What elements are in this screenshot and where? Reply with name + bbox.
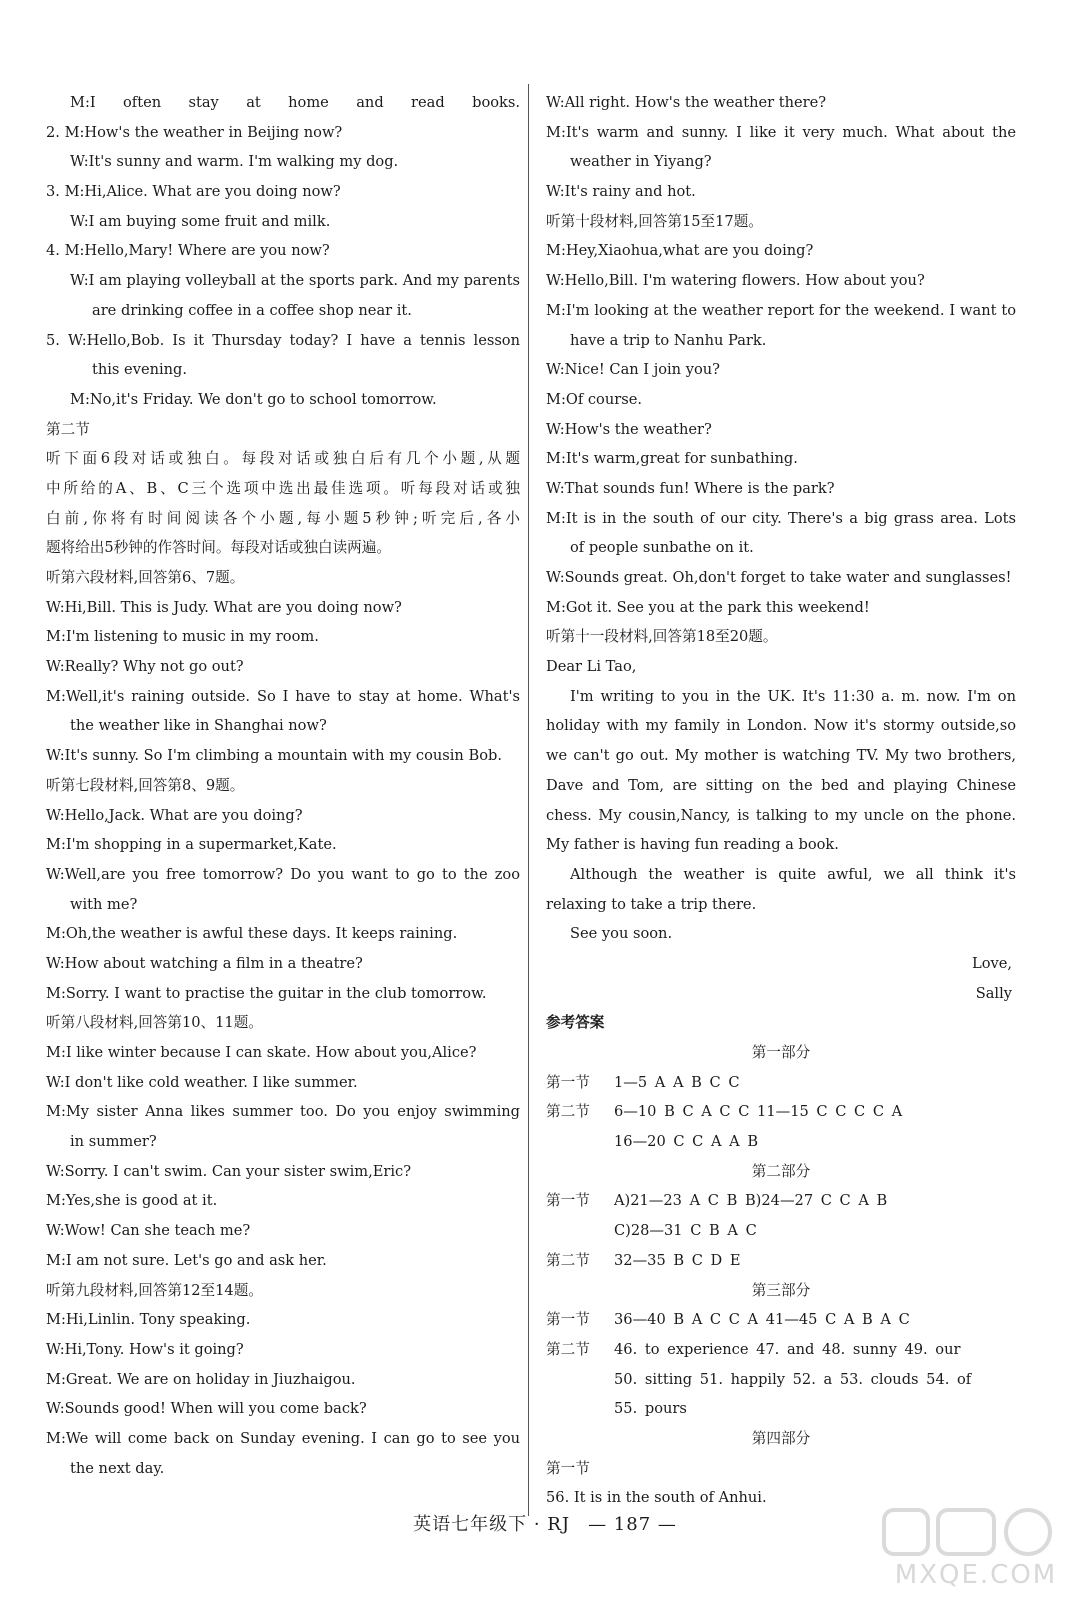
script-line: M:I'm listening to music in my room. [46, 628, 319, 646]
script-line: M:Of course. [546, 390, 642, 408]
answer-row [546, 1186, 1016, 1216]
script-line: W:That sounds fun! Where is the park? [546, 479, 835, 497]
script-line: are drinking coffee in a coffee shop near it. [92, 301, 412, 319]
script-line: W:All right. How's the weather there? [546, 94, 827, 111]
script-line: 听下面6段对话或独白。每段对话或独白后有几个小题,从题 [46, 450, 520, 468]
script-line: have a trip to Nanhu Park. [570, 331, 767, 349]
answer-section-label: 第一节 [546, 1073, 590, 1091]
script-line: W:It's sunny. So I'm climbing a mountain with my cousin Bob. [46, 747, 502, 765]
right-column [546, 88, 1016, 1513]
script-line: 听第八段材料,回答第10、11题。 [46, 1014, 263, 1032]
answer-part-heading: 第四部分 [751, 1429, 811, 1447]
script-line: W:Hi,Bill. This is Judy. What are you doing now? [46, 598, 402, 616]
script-line: 4. M:Hello,Mary! Where are you now? [46, 242, 330, 260]
script-line: M:Hey,Xiaohua,what are you doing? [546, 242, 814, 260]
answer-values: 16—20 C C A A B [614, 1133, 759, 1151]
answer-row [546, 1097, 1016, 1127]
book-title: 英语七年级下 · RJ [413, 1514, 571, 1535]
script-line: M:I like winter because I can skate. How about you,Alice? [46, 1044, 477, 1061]
script-line: weather in Yiyang? [570, 153, 712, 171]
script-line: we can't go out. My mother is watching TV. My two brothers, [546, 747, 1016, 765]
watermark-logo-icon [878, 1504, 1074, 1564]
answer-row [546, 1365, 1016, 1395]
script-line: M:Oh,the weather is awful these days. It keeps raining. [46, 925, 458, 943]
script-line: W:I don't like cold weather. I like summer. [46, 1073, 358, 1091]
answer-row [546, 1216, 1016, 1246]
script-line: relaxing to take a trip there. [546, 895, 757, 913]
script-line: M:No,it's Friday. We don't go to school tomorrow. [70, 390, 437, 408]
script-line: W:Nice! Can I join you? [546, 361, 720, 379]
script-line: See you soon. [570, 925, 673, 943]
answer-part-heading: 第二部分 [751, 1162, 811, 1180]
script-line: W:Hi,Tony. How's it going? [46, 1340, 244, 1358]
script-line: 听第六段材料,回答第6、7题。 [46, 569, 245, 586]
answer-values: 1—5 A A B C C [614, 1073, 740, 1091]
script-line: M:It's warm,great for sunbathing. [546, 450, 798, 468]
answer-row [546, 1335, 1016, 1365]
script-line: 听第七段材料,回答第8、9题。 [46, 776, 245, 794]
page-number: — 187 — [588, 1514, 677, 1535]
script-line: Dear Li Tao, [546, 658, 637, 676]
script-line: 第二节 [46, 420, 90, 438]
script-line: M:I am not sure. Let's go and ask her. [46, 1251, 327, 1269]
script-line: M:I often stay at home and read books. [70, 94, 520, 111]
script-line: M:I'm shopping in a supermarket,Kate. [46, 836, 337, 854]
script-line: the next day. [70, 1459, 165, 1477]
answer-values: 36—40 B A C C A 41—45 C A B A C [614, 1311, 910, 1329]
script-line: W:Well,are you free tomorrow? Do you want to go to the zoo [46, 865, 520, 883]
answer-row [546, 1246, 1016, 1276]
script-line: this evening. [92, 361, 188, 379]
answer-key [546, 1008, 1016, 1513]
answer-values: 6—10 B C A C C 11—15 C C C C A [614, 1103, 903, 1121]
script-line: M:I'm looking at the weather report for the weekend. I want to [546, 301, 1016, 319]
script-line: My father is having fun reading a book. [546, 836, 839, 854]
script-line: M:We will come back on Sunday evening. I can go to see you [46, 1429, 520, 1447]
script-line: M:Great. We are on holiday in Jiuzhaigou. [46, 1370, 356, 1388]
answer-section-label: 第二节 [546, 1103, 590, 1121]
script-line: of people sunbathe on it. [570, 539, 754, 557]
script-line: W:It's sunny and warm. I'm walking my dog. [70, 153, 399, 171]
listening-script-continued [546, 88, 1016, 1008]
answer-row [546, 1394, 1016, 1424]
answer-values: A)21—23 A C B B)24—27 C C A B [614, 1192, 888, 1210]
script-line: W:Wow! Can she teach me? [46, 1222, 251, 1240]
script-line: M:Yes,she is good at it. [46, 1192, 218, 1210]
script-line: 5. W:Hello,Bob. Is it Thursday today? I have a tennis lesson [46, 331, 520, 349]
answer-row [546, 1127, 1016, 1157]
script-line: with me? [70, 895, 138, 913]
script-line: 2. M:How's the weather in Beijing now? [46, 123, 343, 141]
script-line: 3. M:Hi,Alice. What are you doing now? [46, 183, 341, 201]
answer-part-heading: 第一部分 [751, 1044, 811, 1061]
answer-row [546, 1068, 1016, 1098]
answer-part-heading: 第三部分 [751, 1281, 811, 1299]
script-line: W:Hello,Jack. What are you doing? [46, 806, 303, 824]
script-line: 听第九段材料,回答第12至14题。 [46, 1281, 263, 1299]
script-line: M:It is in the south of our city. There's a big grass area. Lots [546, 509, 1016, 527]
answer-section-label: 第二节 [546, 1340, 590, 1358]
script-line: 听第十段材料,回答第15至17题。 [546, 212, 763, 230]
answer-values: C)28—31 C B A C [614, 1222, 757, 1240]
script-line: W:Sounds great. Oh,don't forget to take water and sunglasses! [546, 569, 1012, 586]
answer-section-label: 第一节 [546, 1192, 590, 1210]
script-line: W:Sounds good! When will you come back? [46, 1400, 367, 1418]
script-line: W:How about watching a film in a theatre? [46, 954, 363, 972]
script-line: Love, [972, 954, 1012, 972]
script-line: 白前,你将有时间阅读各个小题,每小题5秒钟;听完后,各小 [46, 509, 520, 527]
script-line: M:Got it. See you at the park this weekend! [546, 598, 870, 616]
script-line: W:Sorry. I can't swim. Can your sister swim,Eric? [46, 1162, 412, 1180]
answer-section-label: 第一节 [546, 1459, 590, 1477]
watermark-text: MXQE.COM [894, 1560, 1058, 1590]
answer-section-label: 第一节 [546, 1311, 590, 1329]
script-line: Dave and Tom, are sitting on the bed and playing Chinese [546, 776, 1016, 794]
script-line: 中所给的A、B、C三个选项中选出最佳选项。听每段对话或独 [46, 479, 520, 497]
answer-values: 55. pours [614, 1400, 687, 1418]
script-line: W:I am buying some fruit and milk. [70, 212, 331, 230]
answer-values: 46. to experience 47. and 48. sunny 49. our [614, 1340, 961, 1358]
script-line: M:It's warm and sunny. I like it very much. What about the [546, 123, 1016, 141]
answer-key-heading: 参考答案 [546, 1014, 605, 1032]
answer-values: 50. sitting 51. happily 52. a 53. clouds 54. of [614, 1370, 972, 1388]
script-line: chess. My cousin,Nancy, is talking to my uncle on the phone. [546, 806, 1016, 824]
answer-values: 32—35 B C D E [614, 1251, 741, 1269]
answer-line: 56. It is in the south of Anhui. [546, 1489, 767, 1507]
script-line: M:Sorry. I want to practise the guitar in the club tomorrow. [46, 984, 487, 1002]
answer-row [546, 1305, 1016, 1335]
script-line: I'm writing to you in the UK. It's 11:30 a. m. now. I'm on [570, 687, 1016, 705]
site-watermark [878, 1504, 1074, 1590]
script-line: in summer? [70, 1133, 157, 1151]
script-line: Sally [975, 984, 1012, 1002]
column-divider [528, 84, 529, 1516]
script-line: holiday with my family in London. Now it's stormy outside,so [546, 717, 1016, 735]
script-line: the weather like in Shanghai now? [70, 717, 327, 735]
script-line: W:It's rainy and hot. [546, 183, 696, 201]
script-line: W:How's the weather? [546, 420, 712, 438]
script-line: W:Really? Why not go out? [46, 658, 244, 676]
script-line: Although the weather is quite awful, we all think it's [570, 865, 1016, 883]
script-line: 听第十一段材料,回答第18至20题。 [546, 628, 778, 646]
script-line: M:My sister Anna likes summer too. Do you enjoy swimming [46, 1103, 520, 1121]
script-line: M:Well,it's raining outside. So I have to stay at home. What's [46, 687, 520, 705]
answer-section-label: 第二节 [546, 1251, 590, 1269]
script-line: W:I am playing volleyball at the sports park. And my parents [70, 272, 520, 290]
script-line: W:Hello,Bill. I'm watering flowers. How about you? [546, 272, 925, 290]
left-column [46, 88, 520, 1483]
script-line: 题将给出5秒钟的作答时间。每段对话或独白读两遍。 [46, 539, 391, 557]
script-line: M:Hi,Linlin. Tony speaking. [46, 1311, 251, 1329]
